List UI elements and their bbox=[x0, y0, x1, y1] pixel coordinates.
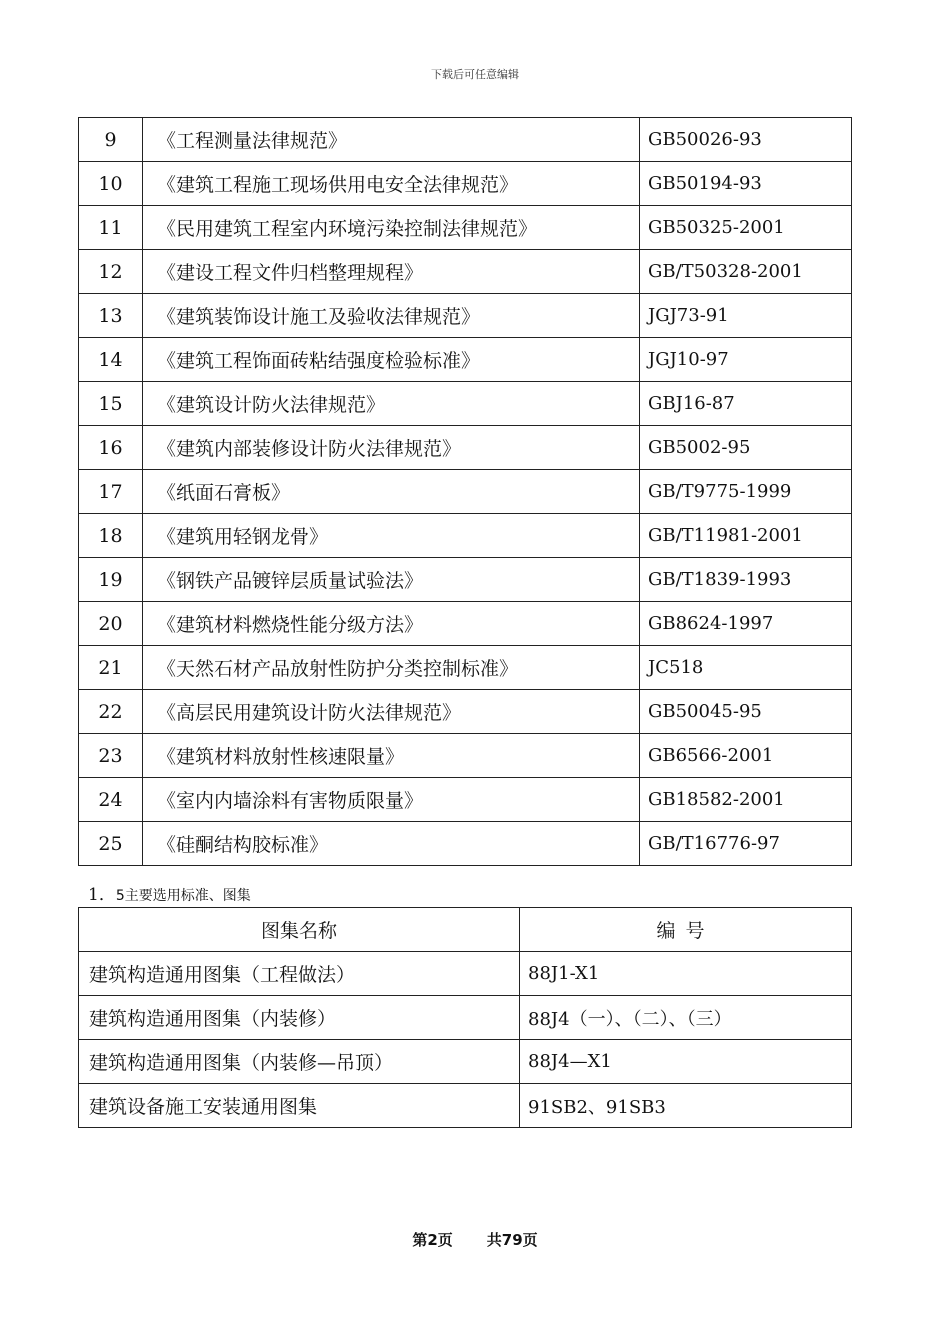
standard-code: GB/T1839-1993 bbox=[640, 558, 852, 602]
standards-table bbox=[78, 117, 852, 866]
standard-number: 14 bbox=[79, 338, 143, 382]
table-row bbox=[79, 162, 852, 206]
atlas-header-code: 编号 bbox=[520, 908, 852, 952]
table-row bbox=[79, 426, 852, 470]
standard-name: 《建筑材料燃烧性能分级方法》 bbox=[143, 602, 640, 646]
table-row bbox=[79, 514, 852, 558]
atlas-name: 建筑构造通用图集（工程做法） bbox=[79, 952, 520, 996]
table-row bbox=[79, 294, 852, 338]
atlas-name: 建筑设备施工安装通用图集 bbox=[79, 1084, 520, 1128]
table-row bbox=[79, 1040, 852, 1084]
standard-code: GB50045-95 bbox=[640, 690, 852, 734]
section-title bbox=[88, 880, 251, 905]
standard-number: 15 bbox=[79, 382, 143, 426]
standard-name: 《建筑材料放射性核速限量》 bbox=[143, 734, 640, 778]
standard-code: GB18582-2001 bbox=[640, 778, 852, 822]
table-row bbox=[79, 558, 852, 602]
standard-number: 21 bbox=[79, 646, 143, 690]
standard-code: GB/T16776-97 bbox=[640, 822, 852, 866]
standard-number: 20 bbox=[79, 602, 143, 646]
standard-name: 《工程测量法律规范》 bbox=[143, 118, 640, 162]
standard-name: 《建筑用轻钢龙骨》 bbox=[143, 514, 640, 558]
standard-number: 16 bbox=[79, 426, 143, 470]
standard-code: GB/T9775-1999 bbox=[640, 470, 852, 514]
atlas-table-body bbox=[79, 908, 852, 1128]
table-row bbox=[79, 206, 852, 250]
standard-number: 25 bbox=[79, 822, 143, 866]
standard-name: 《民用建筑工程室内环境污染控制法律规范》 bbox=[143, 206, 640, 250]
standard-number: 24 bbox=[79, 778, 143, 822]
atlas-code: 88J4（一）、（二）、（三） bbox=[520, 996, 852, 1040]
standard-name: 《室内内墙涂料有害物质限量》 bbox=[143, 778, 640, 822]
standard-name: 《高层民用建筑设计防火法律规范》 bbox=[143, 690, 640, 734]
standard-number: 23 bbox=[79, 734, 143, 778]
standard-code: GB8624-1997 bbox=[640, 602, 852, 646]
standard-number: 13 bbox=[79, 294, 143, 338]
standard-name: 《天然石材产品放射性防护分类控制标准》 bbox=[143, 646, 640, 690]
table-row bbox=[79, 338, 852, 382]
page-footer bbox=[0, 1229, 950, 1250]
table-row bbox=[79, 690, 852, 734]
standards-table-body bbox=[79, 118, 852, 866]
standard-code: GB50026-93 bbox=[640, 118, 852, 162]
page-total: 共79页 bbox=[486, 1231, 538, 1249]
standard-name: 《硅酮结构胶标准》 bbox=[143, 822, 640, 866]
table-row bbox=[79, 778, 852, 822]
standard-number: 12 bbox=[79, 250, 143, 294]
standard-code: JC518 bbox=[640, 646, 852, 690]
standard-number: 19 bbox=[79, 558, 143, 602]
page-header: 下载后可任意编辑 bbox=[431, 68, 519, 81]
atlas-header-name: 图集名称 bbox=[79, 908, 520, 952]
table-row bbox=[79, 996, 852, 1040]
atlas-name: 建筑构造通用图集（内装修—吊顶） bbox=[79, 1040, 520, 1084]
table-row bbox=[79, 952, 852, 996]
atlas-header-row bbox=[79, 908, 852, 952]
standard-name: 《建筑工程饰面砖粘结强度检验标准》 bbox=[143, 338, 640, 382]
table-row bbox=[79, 822, 852, 866]
standard-code: JGJ73-91 bbox=[640, 294, 852, 338]
standard-number: 11 bbox=[79, 206, 143, 250]
table-row bbox=[79, 470, 852, 514]
table-row bbox=[79, 118, 852, 162]
standard-code: GB50325-2001 bbox=[640, 206, 852, 250]
standard-code: JGJ10-97 bbox=[640, 338, 852, 382]
standard-name: 《纸面石膏板》 bbox=[143, 470, 640, 514]
standard-name: 《建筑设计防火法律规范》 bbox=[143, 382, 640, 426]
table-row bbox=[79, 250, 852, 294]
standard-name: 《建设工程文件归档整理规程》 bbox=[143, 250, 640, 294]
standard-code: GB/T50328-2001 bbox=[640, 250, 852, 294]
standard-code: GB50194-93 bbox=[640, 162, 852, 206]
section-title-text: 5主要选用标准、图集 bbox=[115, 888, 251, 904]
standard-number: 17 bbox=[79, 470, 143, 514]
standard-name: 《钢铁产品镀锌层质量试验法》 bbox=[143, 558, 640, 602]
atlas-code: 88J1-X1 bbox=[520, 952, 852, 996]
table-row bbox=[79, 734, 852, 778]
atlas-code: 88J4—X1 bbox=[520, 1040, 852, 1084]
table-row bbox=[79, 646, 852, 690]
atlas-code: 91SB2、91SB3 bbox=[520, 1084, 852, 1128]
standard-code: GB/T11981-2001 bbox=[640, 514, 852, 558]
table-row bbox=[79, 1084, 852, 1128]
table-row bbox=[79, 602, 852, 646]
table-row bbox=[79, 382, 852, 426]
standard-name: 《建筑内部装修设计防火法律规范》 bbox=[143, 426, 640, 470]
standard-code: GB6566-2001 bbox=[640, 734, 852, 778]
section-number: 1． bbox=[88, 885, 116, 905]
standard-code: GBJ16-87 bbox=[640, 382, 852, 426]
standard-number: 18 bbox=[79, 514, 143, 558]
atlas-table bbox=[78, 907, 852, 1128]
standard-number: 9 bbox=[79, 118, 143, 162]
standard-name: 《建筑工程施工现场供用电安全法律规范》 bbox=[143, 162, 640, 206]
standard-number: 22 bbox=[79, 690, 143, 734]
page-number: 第2页 bbox=[412, 1231, 453, 1249]
standard-code: GB5002-95 bbox=[640, 426, 852, 470]
standard-number: 10 bbox=[79, 162, 143, 206]
atlas-name: 建筑构造通用图集（内装修） bbox=[79, 996, 520, 1040]
standard-name: 《建筑装饰设计施工及验收法律规范》 bbox=[143, 294, 640, 338]
